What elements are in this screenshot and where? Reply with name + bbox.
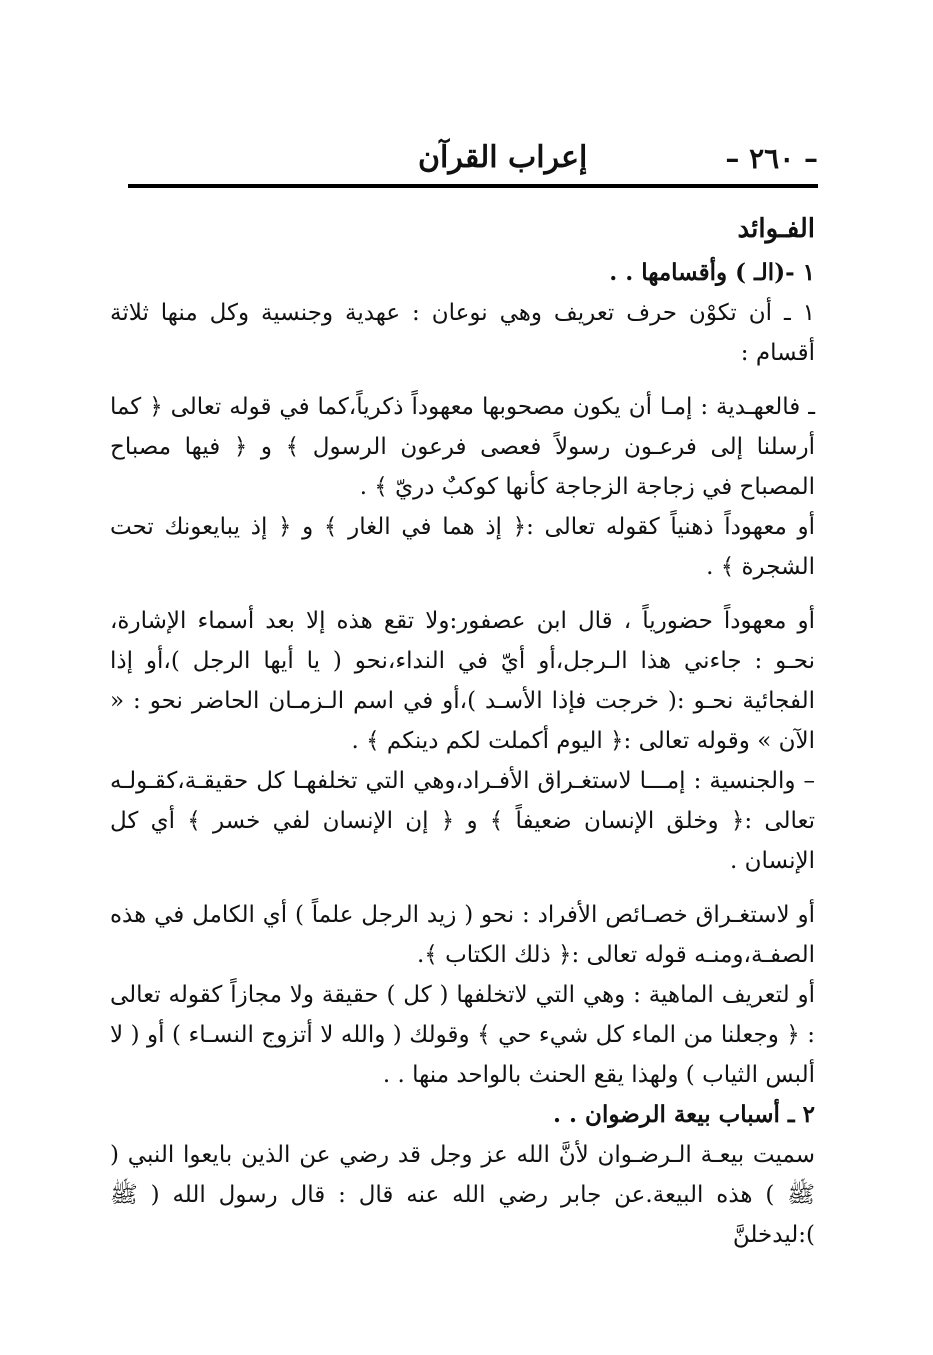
paragraph: ١ ـ أن تكوْن حرف تعريف وهي نوعان : عهدية وجنسية وكل منها ثلاثة أقسام : bbox=[110, 300, 815, 366]
book-title: إعراب القرآن bbox=[418, 140, 588, 175]
paragraph: – والجنسية : إمـــا لاستغـراق الأفـراد،وهي التي تخلفهـا كل حقيقـة،كقـولـه تعالى :﴿ وخلق الإنسان ضعيفاً ﴾ و ﴿ إن الإنسان لفي خسر ﴾ أي كل الإنسان . bbox=[110, 768, 815, 874]
topic-heading: ٢ ـ أسباب بيعة الرضوان . . bbox=[553, 1101, 815, 1128]
paragraph: سميت بيعـة الـرضـوان لأنَّ الله عز وجل قد رضي عن الذين بايعوا النبي ( ﷺ ) هذه البيعة.عن جابر رضي الله عنه قال : قال رسول الله ( ﷺ ):ليدخلنَّ bbox=[110, 1142, 815, 1248]
section-title: الفـوائد bbox=[737, 214, 815, 244]
header-rule bbox=[128, 184, 818, 188]
paragraph: أو معهوداً ذهنياً كقوله تعالى :﴿ إذ هما في الغار ﴾ و ﴿ إذ يبايعونك تحت الشجرة ﴾ . bbox=[110, 514, 815, 580]
paragraph: أو لتعريف الماهية : وهي التي لاتخلفها ( كل ) حقيقة ولا مجازاً كقوله تعالى : ﴿ وجعلنا من الماء كل شيء حي ﴾ وقولك ( والله لا أتزوج النسـاء ) أو ( لا ألبس الثياب ) ولهذا يقع الحنث بالواحد منها . . bbox=[110, 982, 815, 1088]
paragraph: ـ فالعهـدية : إمـا أن يكون مصحوبها معهوداً ذكرياً،كما في قوله تعالى ﴿ كما أرسلنا إلى فرعـون رسولاً فعصى فرعون الرسول ﴾ و ﴿ فيها مصباح المصباح في زجاجة الزجاجة كأنها كوكبٌ دريّ ﴾ . bbox=[110, 394, 815, 500]
page-number: – ٢٦٠ – bbox=[725, 142, 818, 175]
paragraph: أو معهوداً حضورياً ، قال ابن عصفور:ولا تقع هذه إلا بعد أسماء الإشارة، نحـو : جاءني هذا الـرجل،أو أيّ في النداء،نحو ( يا أيها الرجل )،أو إذا الفجائية نحـو :( خرجت فإذا الأسـد )،أو في اسم الـزمـان الحاضر نحو : « الآن » وقوله تعالى :﴿ اليوم أكملت لكم دينكم ﴾ . bbox=[110, 608, 815, 754]
page-body bbox=[110, 205, 815, 1255]
page-header bbox=[128, 138, 818, 182]
topic-heading: ١ -(الـ ) وأقسامها . . bbox=[609, 259, 815, 286]
paragraph: أو لاستغـراق خصـائص الأفراد : نحو ( زيد الرجل علماً ) أي الكامل في هذه الصفـة،ومنـه قوله تعالى :﴿ ذلك الكتاب ﴾. bbox=[110, 902, 815, 968]
